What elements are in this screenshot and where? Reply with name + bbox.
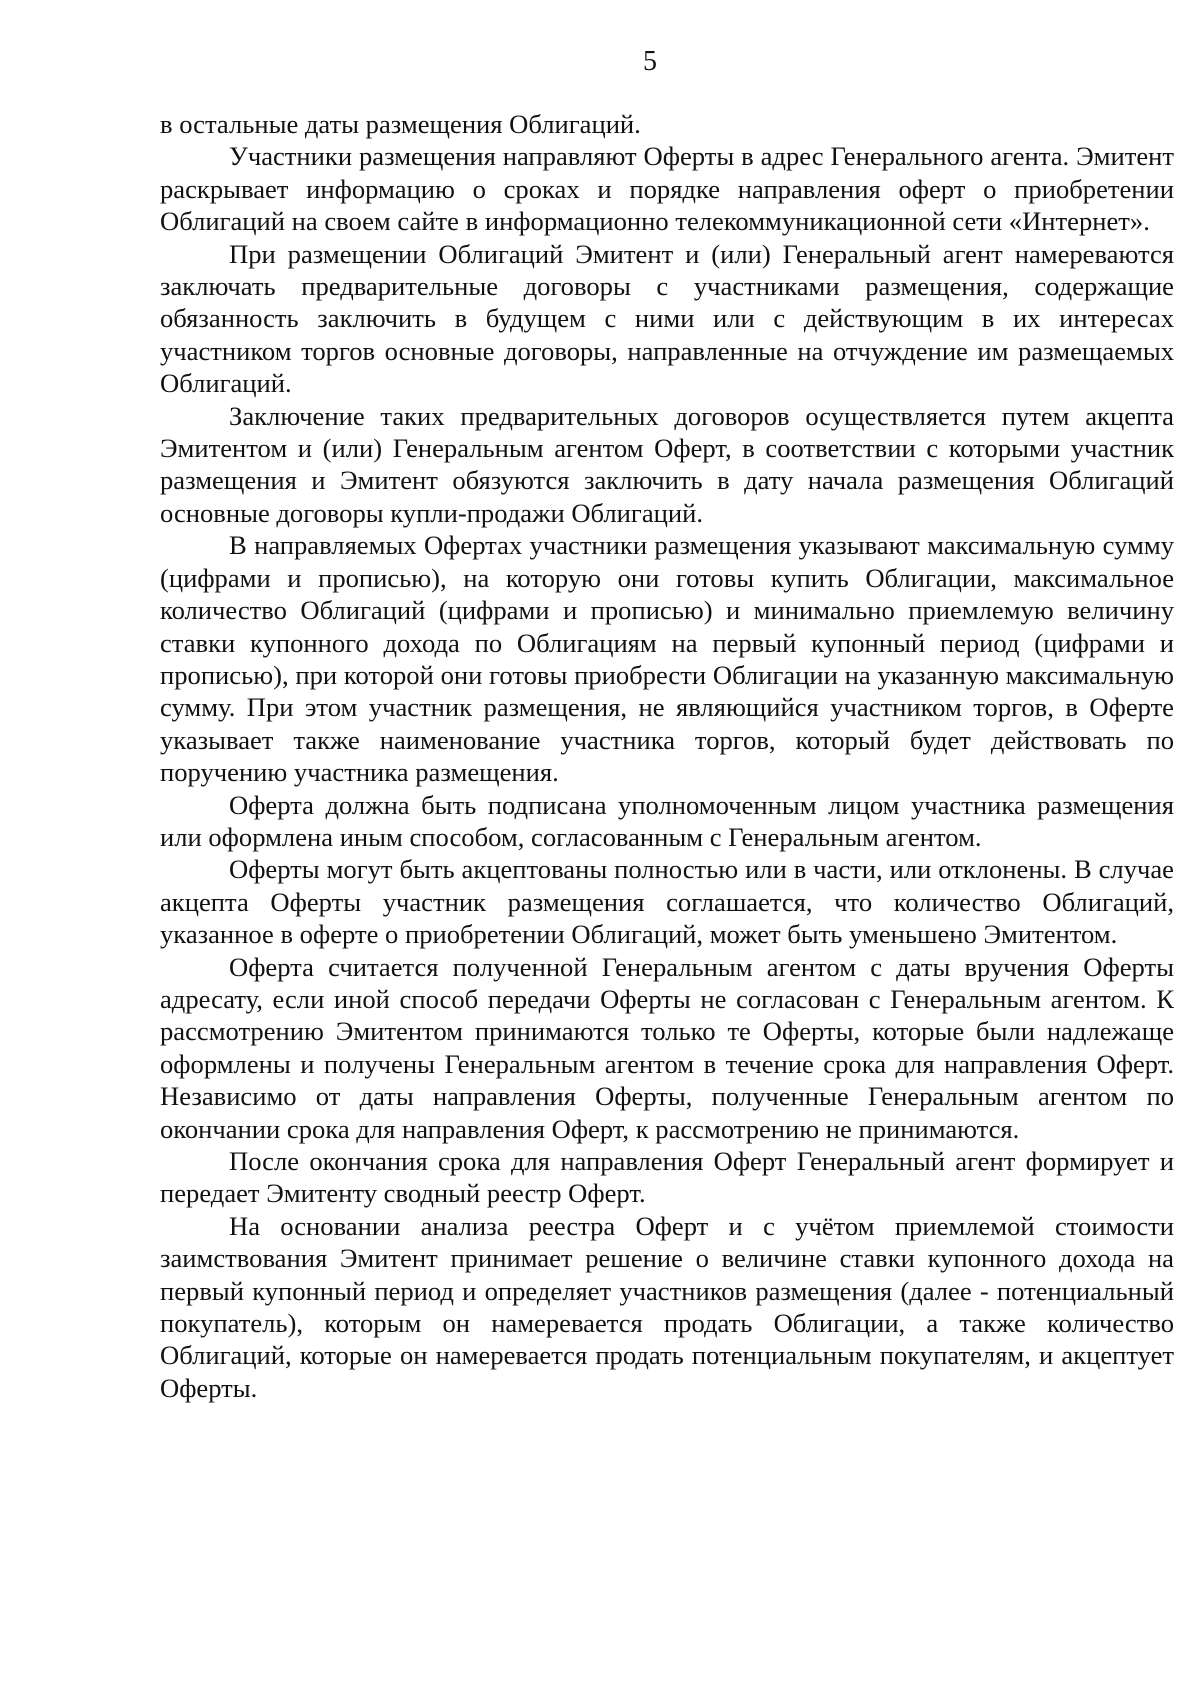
paragraph-offer-receipt: Оферта считается полученной Генеральным агентом с даты вручения Оферты адресату, если иной способ передачи Оферты не согласован с Генеральным агентом. К рассмотрению Эмитентом принимаются только те Оферты, которые были надлежаще оформлены и получены Генеральным агентом в течение срока для направления Оферт. Независимо от даты направления Оферты, полученные Генеральным агентом по окончании срока для направления Оферт, к рассмотрению не принимаются. bbox=[160, 951, 1174, 1144]
paragraph-offer-acceptance: Оферты могут быть акцептованы полностью или в части, или отклонены. В случае акцепта Оферты участник размещения соглашается, что количество Облигаций, указанное в оферте о приобретении Облигаций, может быть уменьшено Эмитентом. bbox=[160, 854, 1174, 950]
paragraph-offers-address: Участники размещения направляют Оферты в адрес Генерального агента. Эмитент раскрывает информацию о сроках и порядке направления оферт о приобретении Облигаций на своем сайте в информационно телекоммуникационной сети «Интернет». bbox=[160, 141, 1174, 237]
paragraph-offer-register: После окончания срока для направления Оферт Генеральный агент формирует и передает Эмитенту сводный реестр Оферт. bbox=[160, 1146, 1174, 1209]
paragraph-preliminary-agreements: При размещении Облигаций Эмитент и (или) Генеральный агент намереваются заключать предварительные договоры с участниками размещения, содержащие обязанность заключить в будущем с ними или с действующим в их интересах участником торгов основные договоры, направленные на отчуждение им размещаемых Облигаций. bbox=[160, 238, 1174, 399]
paragraph-agreement-conclusion: Заключение таких предварительных договоров осуществляется путем акцепта Эмитентом и (или) Генеральным агентом Оферт, в соответствии с которыми участник размещения и Эмитент обязуются заключить в дату начала размещения Облигаций основные договоры купли-продажи Облигаций. bbox=[160, 400, 1174, 528]
document-body bbox=[160, 108, 1174, 1404]
paragraph-coupon-decision: На основании анализа реестра Оферт и с учётом приемлемой стоимости заимствования Эмитент принимает решение о величине ставки купонного дохода на первый купонный период и определяет участников размещения (далее - потенциальный покупатель), которым он намеревается продать Облигации, а также количество Облигаций, которые он намеревается продать потенциальным покупателям, и акцептует Оферты. bbox=[160, 1210, 1174, 1403]
paragraph-offer-contents: В направляемых Офертах участники размещения указывают максимальную сумму (цифрами и прописью), на которую они готовы купить Облигации, максимальное количество Облигаций (цифрами и прописью) и минимально приемлемую величину ставки купонного дохода по Облигациям на первый купонный период (цифрами и прописью), при которой они готовы приобрести Облигации на указанную максимальную сумму. При этом участник размещения, не являющийся участником торгов, в Оферте указывает также наименование участника торгов, который будет действовать по поручению участника размещения. bbox=[160, 530, 1174, 788]
page-number: 5 bbox=[643, 46, 657, 77]
paragraph-continuation: в остальные даты размещения Облигаций. bbox=[160, 109, 641, 139]
paragraph-offer-signature: Оферта должна быть подписана уполномоченным лицом участника размещения или оформлена иным способом, согласованным с Генеральным агентом. bbox=[160, 789, 1174, 852]
